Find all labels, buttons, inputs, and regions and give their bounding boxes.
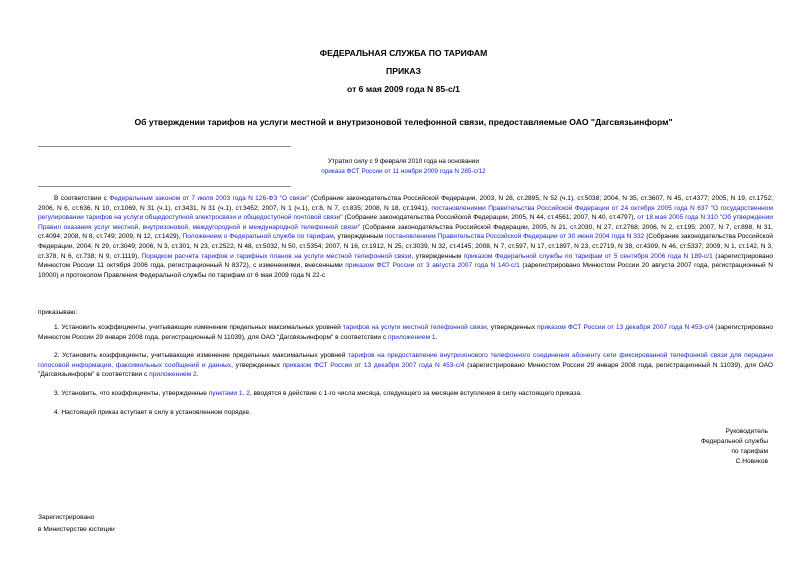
link-resolution-332[interactable]: постановлением Правительства Российской Федерации от 30 июня 2004 года N 332 [384, 233, 645, 241]
preamble-text: (зарегистрировано Минюстом России 11 октября 2006 года, регистрационный N 8372), с изменениями, внесенными [38, 252, 773, 270]
item-4-paragraph: 4. Настоящий приказ вступает в силу в установленном порядке. [54, 409, 251, 416]
link-order-189[interactable]: приказом Федеральной службы по тарифам от 5 сентября 2006 года N 189-с/1 [463, 252, 713, 260]
item-text: , утвержденных [231, 361, 283, 369]
signer-position: Руководитель [725, 428, 768, 435]
signer-name: С.Новиков [735, 458, 768, 465]
doc-type-heading: ПРИКАЗ [386, 66, 421, 76]
item-text: . [435, 333, 438, 341]
item-text: 3. Установить, что коэффициенты, утвержденные [54, 390, 209, 397]
preamble-text: , утвержденным [333, 233, 385, 241]
link-appendix-2[interactable]: приложением 2 [149, 371, 197, 379]
link-tariff-calc-procedure[interactable]: Порядком расчета тарифов и тарифных планов на услуги местной телефонной связи [141, 252, 412, 260]
preamble-text: (Собрание законодательства Российской Федерации, 2003, N 28, ст.2895, N 52 (ч.1), ст.5038; 2004, N 35, ст.3607, N 45, ст.4377; 2005, N 19, ст.1752; 2006, N 6, ст.636, N 10, ст.1069, N 31 (ч.1), ст.3431, N 31 (ч.1), ст.3452; 2007, N 1 (ч.1), ст.8, N 7, ст.835; 2008, N 18, ст.1941), [38, 195, 774, 212]
status-divider-bottom [38, 186, 291, 187]
item-text: (зарегистрировано Минюстом России 29 января 2008 года, регистрационный N 11039), для ОАО "Дагсвязьинформ" в соответствии с [38, 324, 774, 341]
link-order-453-item1[interactable]: приказом ФСТ России от 13 декабря 2007 года N 453-с/4 [537, 324, 714, 331]
signature-block [701, 427, 768, 467]
registration-line-2: в Министерстве юстиции [38, 526, 115, 533]
link-appendix-1[interactable]: приложением 1 [388, 333, 436, 341]
item-text: , вводятся в действие с 1-го числа месяца, следующего за месяцем вступления в силу настоящего приказа. [249, 390, 582, 397]
link-clause-1[interactable]: пунктами 1 [208, 390, 243, 397]
status-divider-top [38, 146, 291, 147]
item-3-paragraph [38, 389, 773, 399]
link-clause-2[interactable]: 2 [246, 390, 250, 397]
repeal-order-link[interactable]: приказа ФСТ России от 11 ноября 2009 года N 285-с/12 [321, 168, 486, 175]
preamble-text: (Собрание законодательства Российской Федерации, 2004, N 29, ст.3049; 2006, N 3, ст.301, N 23, ст.2522, N 48, ст.5032, N 50, ст.5354; 2007, N 16, ст.1912, N 25, ст.3039, N 32, ст.4145; 2008, N 7, ст.597, N 17, ст.1897, N 23, ст.2719, N 38, ст.4309, N 46, ст.5337; 2009, N 1, ст.142, N 3, ст.378, N 6, ст.738; N 9, ст.1119), [38, 233, 773, 260]
item-1-paragraph [38, 323, 773, 342]
agency-heading: ФЕДЕРАЛЬНАЯ СЛУЖБА ПО ТАРИФАМ [319, 48, 488, 58]
item-text: , утвержденных [486, 324, 538, 331]
preamble-text: (Собрание законодательства Российской Федерации, 2005, N 44, ст.4561; 2007, N 40, ст.4797), [342, 214, 638, 222]
signer-org: Федеральной службы [700, 438, 768, 445]
registration-block [38, 513, 115, 537]
registration-line-1: Зарегистрировано [38, 514, 95, 521]
link-order-140[interactable]: приказом ФСТ России от 3 августа 2007 года N 140-с/1 [345, 262, 520, 270]
item-text: . [196, 371, 199, 379]
status-text: Утратил силу с 9 февраля 2010 года на основании [328, 158, 479, 165]
preamble-paragraph [38, 194, 773, 280]
link-resolution-637[interactable]: постановлениями Правительства Российской Федерации от 24 октября 2005 года N 637 "О государственном регулировании тарифов на услуги общедоступной электросвязи и общедоступной почтовой связи" [38, 204, 773, 222]
item-text: , [242, 390, 247, 397]
link-order-453-item2[interactable]: приказом ФСТ России от 13 декабря 2007 года N 453-с/4 [282, 361, 465, 369]
doc-date-number: от 6 мая 2009 года N 85-с/1 [347, 84, 460, 94]
item-text: 2. Установить коэффициенты, учитывающие изменение предельных максимальных уровней [54, 352, 349, 359]
preamble-text: (зарегистрировано Минюстом России 20 августа 2007 года, регистрационный N 10000) и протоколом Правления Федеральной службы по тарифам от 6 мая 2009 года N 22-с [38, 262, 774, 279]
link-local-tariffs[interactable]: тарифов на услуги местной телефонной связи [342, 324, 487, 331]
item-text: (зарегистрировано Минюстом России 29 января 2008 года, регистрационный N 11039), для ОАО "Дагсвязьинформ" в соответствии с [38, 361, 774, 379]
link-intrazone-tariffs[interactable]: тарифов на предоставление внутризонового телефонного соединения абоненту сети фиксированной телефонной связи для передачи голосовой информации, факсимильных сообщений и данных [38, 352, 773, 369]
preamble-text: (Собрание законодательства Российской Федерации, 2005, N 21, ст.2030, N 27, ст.2768; 2006, N 2, ст.195; 2007, N 7, ст.898, N 31, ст.4094; 2008, N 8, ст.749; 2009, N 12, ст.1429), [38, 223, 773, 241]
preamble-text: , утвержденным [411, 252, 464, 260]
doc-title: Об утверждении тарифов на услуги местной и внутризоновой телефонной связи, предоставляемые ОАО "Дагсвязьинформ" [134, 117, 673, 127]
signer-org-cont: по тарифам [731, 448, 768, 455]
status-link-line [0, 167, 807, 177]
item-2-paragraph [38, 351, 773, 380]
order-word: приказываю: [38, 309, 78, 316]
preamble-text: В соответствии с [54, 195, 110, 202]
link-federal-law-126[interactable]: Федеральным законом от 7 июля 2003 года N 126-ФЗ "О связи" [109, 195, 309, 202]
link-resolution-310[interactable]: от 18 мая 2005 года N 310 "Об утверждении Правил оказания услуг местной, внутризоновой, междугородной и международной телефонной связи" [38, 214, 773, 231]
link-fst-regulation[interactable]: Положением о Федеральной службе по тарифам [182, 233, 334, 241]
item-text: 1. Установить коэффициенты, учитывающие изменение предельных максимальных уровней [54, 324, 343, 331]
